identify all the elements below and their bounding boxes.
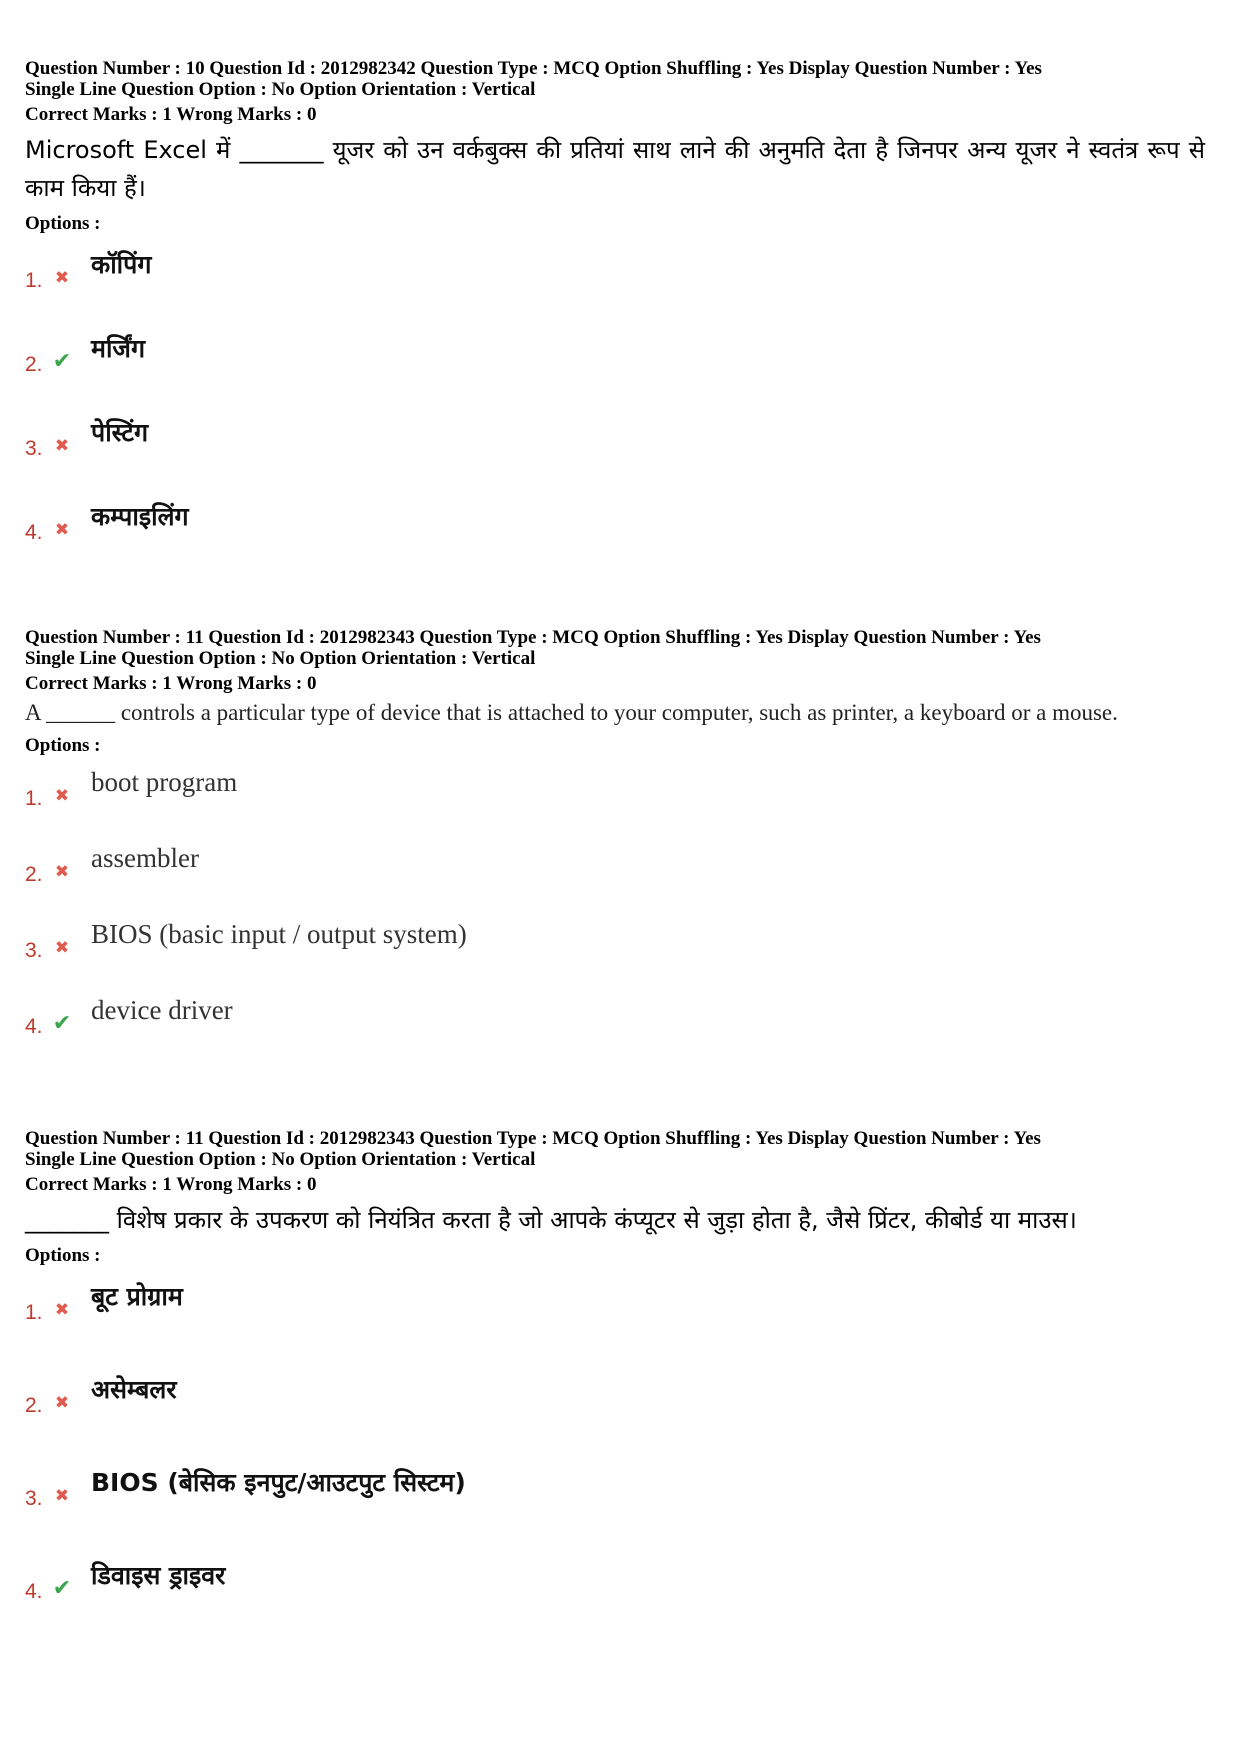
option-1 [25, 1279, 1215, 1372]
question-meta-line2: Single Line Question Option : No Option Orientation : Vertical [25, 648, 536, 669]
option-number: 4. [25, 1015, 43, 1038]
options-label: Options : [25, 213, 101, 234]
option-3 [25, 1465, 1215, 1558]
option-number: 3. [25, 939, 43, 962]
wrong-icon: ✖ [54, 268, 70, 288]
option-text: device driver [91, 995, 233, 1025]
option-text: मर्जिंग [91, 334, 146, 363]
option-number: 4. [25, 521, 43, 544]
option-number: 2. [25, 863, 43, 886]
option-3 [25, 917, 1215, 993]
option-text: असेम्बलर [91, 1375, 177, 1404]
option-text: कम्पाइलिंग [91, 502, 189, 531]
options-label: Options : [25, 1245, 101, 1266]
question-meta-line1: Question Number : 10 Question Id : 2012982342 Question Type : MCQ Option Shuffling : Yes Display Question Number : Yes [25, 58, 1042, 79]
wrong-icon: ✖ [54, 1393, 70, 1413]
wrong-icon: ✖ [54, 520, 70, 540]
option-number: 1. [25, 269, 43, 292]
option-text: boot program [91, 767, 238, 797]
options-list [25, 247, 1215, 583]
question-marks: Correct Marks : 1 Wrong Marks : 0 [25, 1174, 317, 1195]
option-3 [25, 415, 1215, 499]
question-text: A ______ controls a particular type of device that is attached to your computer, such as printer, a keyboard or a mouse. [25, 700, 1118, 725]
question-meta-line1: Question Number : 11 Question Id : 2012982343 Question Type : MCQ Option Shuffling : Yes Display Question Number : Yes [25, 627, 1041, 648]
option-text: बूट प्रोग्राम [91, 1282, 183, 1311]
option-text: assembler [91, 843, 199, 873]
option-number: 2. [25, 1394, 43, 1417]
question-meta-line2: Single Line Question Option : No Option Orientation : Vertical [25, 1149, 536, 1170]
wrong-icon: ✖ [54, 1486, 70, 1506]
question-meta-line1: Question Number : 11 Question Id : 2012982343 Question Type : MCQ Option Shuffling : Yes Display Question Number : Yes [25, 1128, 1041, 1149]
option-number: 1. [25, 787, 43, 810]
question-text: Microsoft Excel में _______ यूजर को उन वर्कबुक्स की प्रतियां साथ लाने की अनुमति देता है जिनपर अन्य यूजर ने स्वतंत्र रूप से काम किया हैं। [25, 136, 1205, 202]
wrong-icon: ✖ [54, 436, 70, 456]
option-1 [25, 247, 1215, 331]
option-text: डिवाइस ड्राइवर [91, 1561, 226, 1590]
wrong-icon: ✖ [54, 1300, 70, 1320]
check-icon: ✔ [52, 349, 72, 374]
wrong-icon: ✖ [54, 862, 70, 882]
question-block-11-hindi [25, 1128, 1215, 1651]
options-list [25, 765, 1215, 1069]
wrong-icon: ✖ [54, 938, 70, 958]
question-marks: Correct Marks : 1 Wrong Marks : 0 [25, 673, 317, 694]
option-text: BIOS (basic input / output system) [91, 919, 467, 949]
option-4 [25, 1558, 1215, 1651]
question-marks: Correct Marks : 1 Wrong Marks : 0 [25, 104, 317, 125]
option-number: 4. [25, 1580, 43, 1603]
wrong-icon: ✖ [54, 786, 70, 806]
option-number: 2. [25, 353, 43, 376]
option-2 [25, 1372, 1215, 1465]
option-4 [25, 499, 1215, 583]
option-text: कॉपिंग [91, 250, 152, 279]
option-text: पेस्टिंग [91, 418, 149, 447]
options-list [25, 1279, 1215, 1651]
question-text: _______ विशेष प्रकार के उपकरण को नियंत्रित करता है जो आपके कंप्यूटर से जुड़ा होता है, जैसे प्रिंटर, कीबोर्ड या माउस। [25, 1206, 1077, 1234]
question-block-10 [25, 58, 1215, 583]
option-2 [25, 331, 1215, 415]
check-icon: ✔ [52, 1576, 72, 1601]
options-label: Options : [25, 735, 101, 756]
question-meta-line2: Single Line Question Option : No Option Orientation : Vertical [25, 79, 536, 100]
option-2 [25, 841, 1215, 917]
check-icon: ✔ [52, 1011, 72, 1036]
question-block-11-english [25, 627, 1215, 1069]
option-1 [25, 765, 1215, 841]
option-number: 1. [25, 1301, 43, 1324]
option-number: 3. [25, 437, 43, 460]
option-number: 3. [25, 1487, 43, 1510]
option-text: BIOS (बेसिक इनपुट/आउटपुट सिस्टम) [91, 1468, 466, 1497]
option-4 [25, 993, 1215, 1069]
